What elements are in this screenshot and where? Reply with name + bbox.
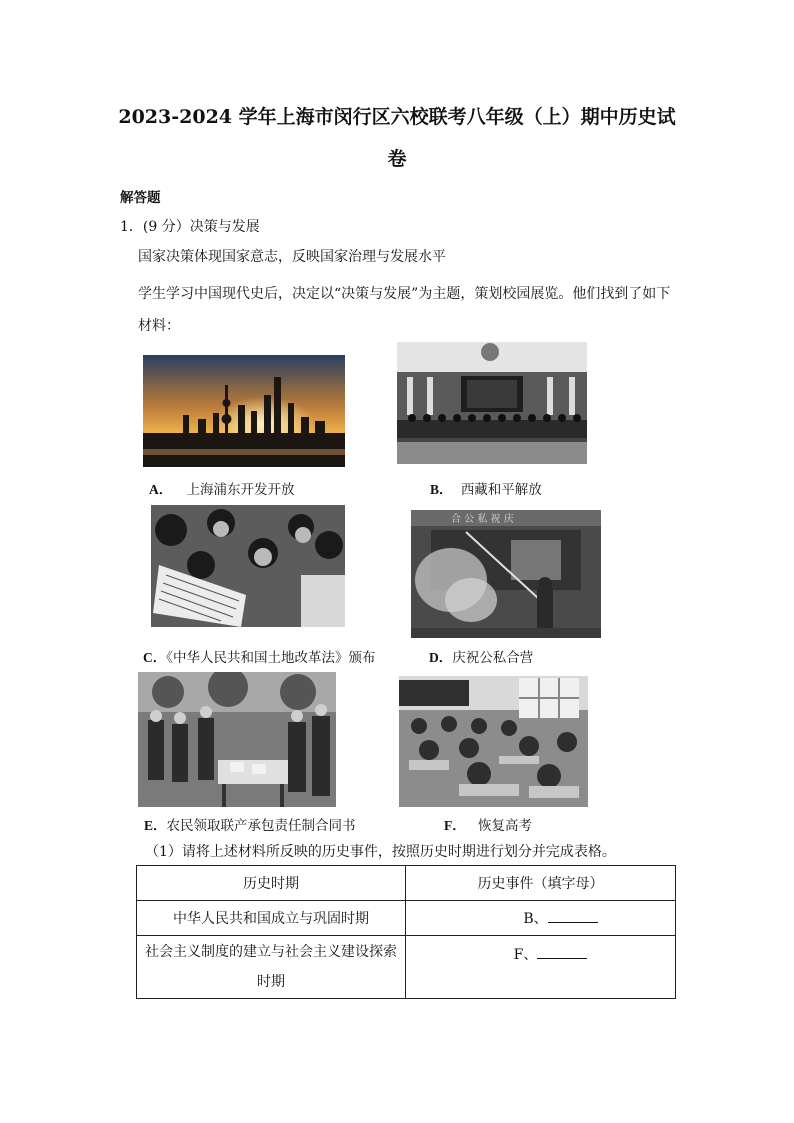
caption-b-text: 西藏和平解放	[460, 482, 542, 498]
answer-blank[interactable]	[537, 946, 587, 959]
page-title-line1: 2023-2024 学年上海市闵行区六校联考八年级（上）期中历史试	[118, 106, 676, 128]
table-row	[137, 901, 676, 936]
city-skyline-photo	[143, 355, 345, 467]
question-prompt: 学生学习中国现代史后，决定以“决策与发展”为主题，策划校园展览。他们找到了如下材料：	[138, 286, 671, 334]
caption-a-text: 上海浦东开发开放	[186, 482, 295, 498]
question-heading: 1．(9 分）决策与发展	[120, 219, 260, 235]
caption-e-text: 农民领取联产承包责任制合同书	[166, 818, 356, 834]
table-header-period: 历史时期	[137, 866, 406, 901]
table-cell-events	[406, 936, 676, 999]
caption-c-text: 《中华人民共和国土地改革法》颁布	[166, 650, 376, 666]
table-cell-period: 社会主义制度的建立与社会主义建设探索时期	[137, 936, 406, 999]
caption-e	[144, 814, 356, 834]
farmers-contract-photo	[138, 672, 336, 807]
table-header-row	[137, 866, 676, 901]
sub-question: （1）请将上述材料所反映的历史事件，按照历史时期进行划分并完成表格。	[145, 844, 616, 860]
events-prefilled: B、	[523, 911, 548, 927]
meeting-hall-photo	[397, 342, 587, 464]
caption-c-letter: C．	[143, 650, 167, 665]
caption-c	[143, 646, 376, 666]
events-prefilled: F、	[513, 947, 538, 963]
table-header-events: 历史事件（填字母）	[406, 866, 676, 901]
caption-d-letter: D．	[429, 650, 453, 665]
caption-f	[444, 814, 532, 834]
history-table	[136, 865, 676, 999]
caption-e-letter: E．	[144, 818, 167, 833]
caption-d-text: 庆祝公私合营	[452, 650, 534, 666]
exam-hall-photo	[399, 676, 588, 807]
caption-f-text: 恢复高考	[478, 818, 533, 834]
section-heading: 解答题	[120, 190, 161, 206]
caption-a	[149, 478, 295, 498]
caption-d	[429, 646, 533, 666]
firecracker-celebration-photo	[411, 510, 601, 638]
page-title-line2: 卷	[387, 148, 407, 170]
question-intro: 国家决策体现国家意志，反映国家治理与发展水平	[138, 249, 446, 265]
table-row	[137, 936, 676, 999]
crowd-reading-photo	[151, 505, 345, 627]
banner-text: 合 公 私 祝 庆	[451, 514, 514, 525]
caption-b-letter: B．	[430, 482, 453, 497]
table-cell-period: 中华人民共和国成立与巩固时期	[137, 901, 406, 936]
table-cell-events	[406, 901, 676, 936]
caption-f-letter: F．	[444, 818, 466, 833]
caption-a-letter: A．	[149, 482, 173, 497]
answer-blank[interactable]	[548, 910, 598, 923]
caption-b	[430, 478, 542, 498]
